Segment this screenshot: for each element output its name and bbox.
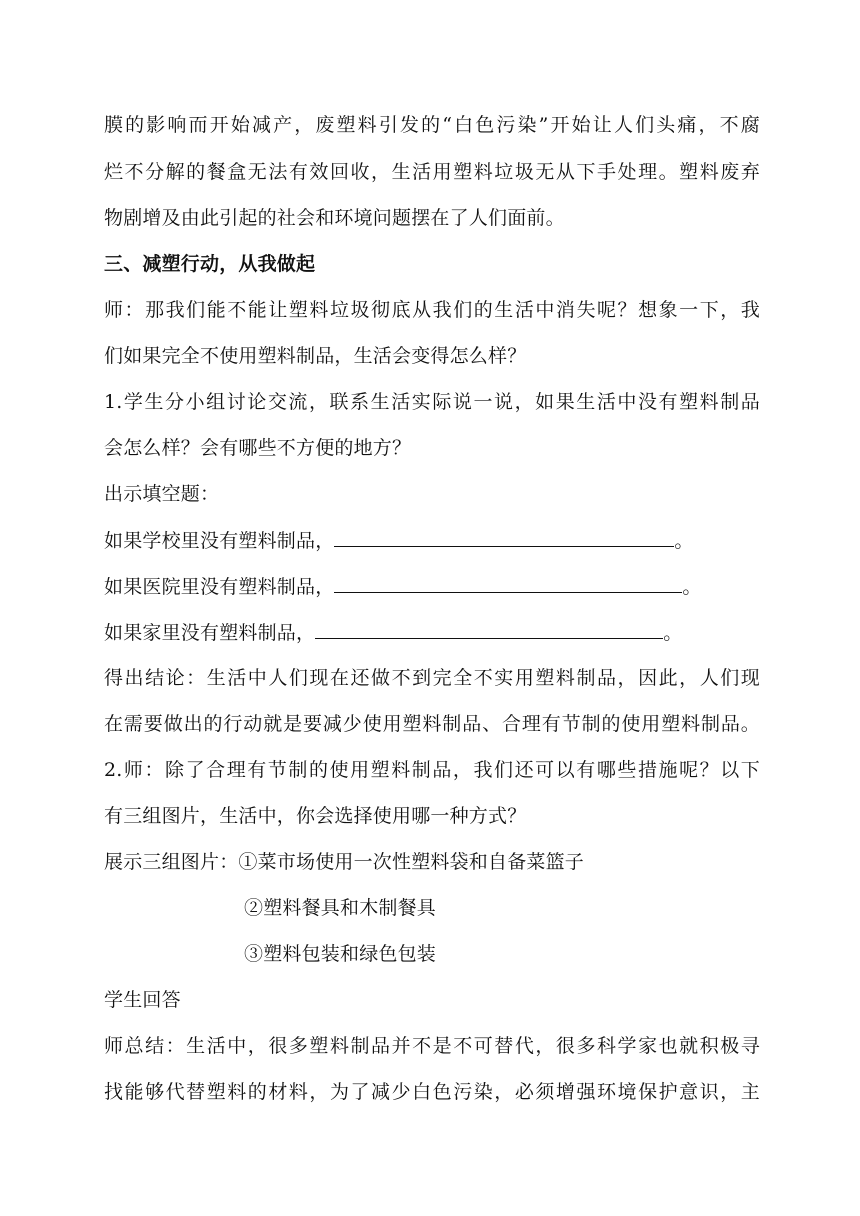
activity-line: 会怎么样？会有哪些不方便的地方？ — [104, 437, 412, 459]
summary-line: 找能够代替塑料的材料，为了减少白色污染，必须增强环境保护意识，主 — [104, 1081, 760, 1103]
body-text-line: 烂不分解的餐盒无法有效回收，生活用塑料垃圾无从下手处理。塑料废弃 — [104, 161, 760, 183]
student-answer: 学生回答 — [104, 989, 181, 1011]
answer-blank — [315, 620, 663, 639]
fill-in-prefix: 如果家里没有塑料制品， — [104, 622, 316, 644]
fill-in-item — [104, 574, 760, 599]
picture-group-item: ②塑料餐具和木制餐具 — [244, 897, 437, 919]
conclusion-line: 在需要做出的行动就是要减少使用塑料制品、合理有节制的使用塑料制品。 — [104, 713, 760, 735]
teacher-question-line: 师：那我们能不能让塑料垃圾彻底从我们的生活中消失呢？想象一下，我 — [104, 299, 760, 321]
fill-in-prefix: 如果学校里没有塑料制品， — [104, 530, 335, 552]
fill-in-suffix: 。 — [663, 622, 683, 644]
fill-in-prefix: 如果医院里没有塑料制品， — [104, 576, 335, 598]
activity-line: 2.师：除了合理有节制的使用塑料制品，我们还可以有哪些措施呢？以下 — [104, 759, 760, 781]
picture-group-item: ①菜市场使用一次性塑料袋和自备菜篮子 — [238, 851, 585, 873]
picture-group-item: ③塑料包装和绿色包装 — [244, 943, 437, 965]
activity-line: 1.学生分小组讨论交流，联系生活实际说一说，如果生活中没有塑料制品 — [104, 391, 760, 413]
fill-in-item — [104, 528, 760, 553]
teacher-question-line: 们如果完全不使用塑料制品，生活会变得怎么样？ — [104, 345, 527, 367]
body-text-line: 膜的影响而开始减产，废塑料引发的“白色污染”开始让人们头痛，不腐 — [104, 114, 760, 136]
activity-line: 有三组图片，生活中，你会选择使用哪一种方式？ — [104, 805, 527, 827]
conclusion-line: 得出结论：生活中人们现在还做不到完全不实用塑料制品，因此，人们现 — [104, 667, 760, 689]
fill-in-suffix: 。 — [674, 530, 694, 552]
body-text-line: 物剧增及由此引起的社会和环境问题摆在了人们面前。 — [104, 207, 565, 229]
answer-blank — [334, 574, 682, 593]
picture-groups-label: 展示三组图片： — [104, 851, 239, 873]
picture-groups-line — [104, 850, 760, 874]
section-heading: 三、减塑行动，从我做起 — [104, 253, 316, 275]
fill-in-item — [104, 620, 760, 645]
fill-in-title: 出示填空题： — [104, 483, 220, 505]
summary-line: 师总结：生活中，很多塑料制品并不是不可替代，很多科学家也就积极寻 — [104, 1035, 760, 1057]
answer-blank — [334, 528, 674, 547]
fill-in-suffix: 。 — [682, 576, 702, 598]
